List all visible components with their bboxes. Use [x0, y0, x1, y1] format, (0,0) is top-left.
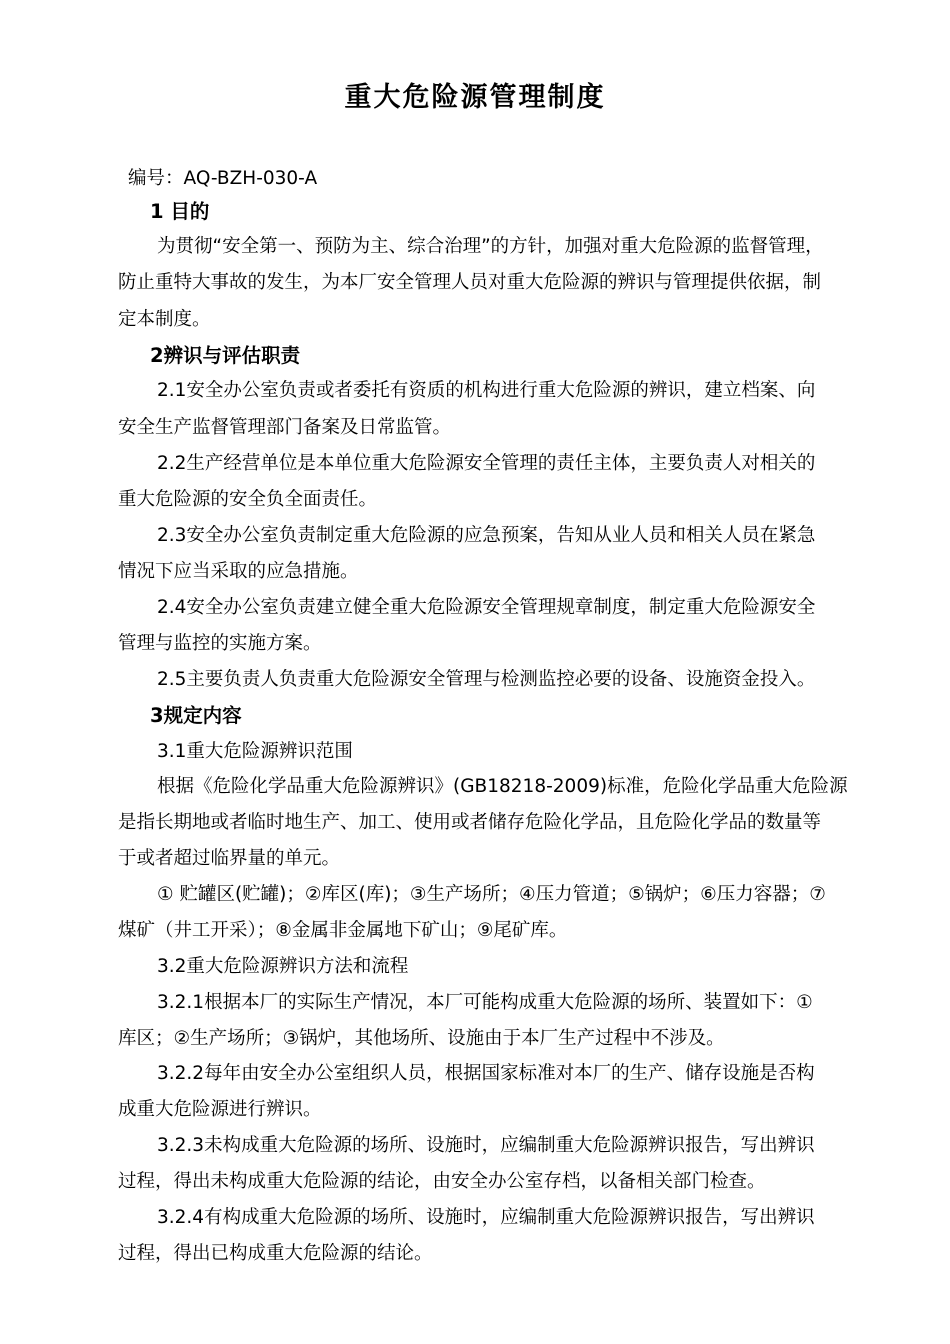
- section-heading-3: 3规定内容: [150, 704, 242, 727]
- paragraph-line: 定本制度。: [118, 309, 211, 330]
- paragraph-line: 根据《危险化学品重大危险源辨识》(GB18218-2009)标准，危险化学品重大危险源: [157, 776, 848, 797]
- paragraph-line: 2.1安全办公室负责或者委托有资质的机构进行重大危险源的辨识，建立档案、向: [157, 380, 816, 401]
- paragraph-line: 2.5主要负责人负责重大危险源安全管理与检测监控必要的设备、设施资金投入。: [157, 669, 816, 690]
- paragraph-line: 重大危险源的安全负全面责任。: [118, 489, 378, 510]
- paragraph-line: 3.2.1根据本厂的实际生产情况，本厂可能构成重大危险源的场所、装置如下：①: [157, 992, 813, 1013]
- paragraph-line: 安全生产监督管理部门备案及日常监管。: [118, 417, 452, 438]
- paragraph-line: 管理与监控的实施方案。: [118, 633, 322, 654]
- paragraph-line: 情况下应当采取的应急措施。: [118, 561, 359, 582]
- paragraph-line: ① 贮罐区(贮罐)；②库区(库)；③生产场所；④压力管道；⑤锅炉；⑥压力容器；⑦: [157, 884, 826, 905]
- paragraph-line: 2.2生产经营单位是本单位重大危险源安全管理的责任主体，主要负责人对相关的: [157, 453, 816, 474]
- paragraph-line: 为贯彻“安全第一、预防为主、综合治理”的方针，加强对重大危险源的监督管理，: [157, 236, 824, 257]
- paragraph-line: 2.4安全办公室负责建立健全重大危险源安全管理规章制度，制定重大危险源安全: [157, 597, 816, 618]
- paragraph-line: 过程，得出已构成重大危险源的结论。: [118, 1243, 433, 1264]
- paragraph-line: 3.2.4有构成重大危险源的场所、设施时，应编制重大危险源辨识报告，写出辨识: [157, 1207, 815, 1228]
- paragraph-line: 2.3安全办公室负责制定重大危险源的应急预案，告知从业人员和相关人员在紧急: [157, 525, 816, 546]
- paragraph-line: 过程，得出未构成重大危险源的结论，由安全办公室存档，以备相关部门检查。: [118, 1171, 766, 1192]
- paragraph-line: 煤矿（井工开采）；⑧金属非金属地下矿山；⑨尾矿库。: [118, 920, 568, 941]
- subsection-heading: 3.1重大危险源辨识范围: [157, 741, 353, 762]
- paragraph-line: 3.2.3未构成重大危险源的场所、设施时，应编制重大危险源辨识报告，写出辨识: [157, 1135, 815, 1156]
- paragraph-line: 是指长期地或者临时地生产、加工、使用或者储存危险化学品，且危险化学品的数量等: [118, 812, 822, 833]
- paragraph-line: 库区；②生产场所；③锅炉，其他场所、设施由于本厂生产过程中不涉及。: [118, 1028, 725, 1049]
- section-heading-1: 1 目的: [150, 200, 210, 223]
- document-title: 重大危险源管理制度: [344, 82, 606, 113]
- section-heading-2: 2辨识与评估职责: [150, 344, 301, 367]
- subsection-heading: 3.2重大危险源辨识方法和流程: [157, 956, 409, 977]
- paragraph-line: 于或者超过临界量的单元。: [118, 848, 341, 869]
- document-code: 编号：AQ-BZH-030-A: [128, 168, 318, 189]
- paragraph-line: 防止重特大事故的发生，为本厂安全管理人员对重大危险源的辨识与管理提供依据，制: [118, 272, 822, 293]
- paragraph-line: 成重大危险源进行辨识。: [118, 1099, 322, 1120]
- paragraph-line: 3.2.2每年由安全办公室组织人员，根据国家标准对本厂的生产、储存设施是否构: [157, 1063, 815, 1084]
